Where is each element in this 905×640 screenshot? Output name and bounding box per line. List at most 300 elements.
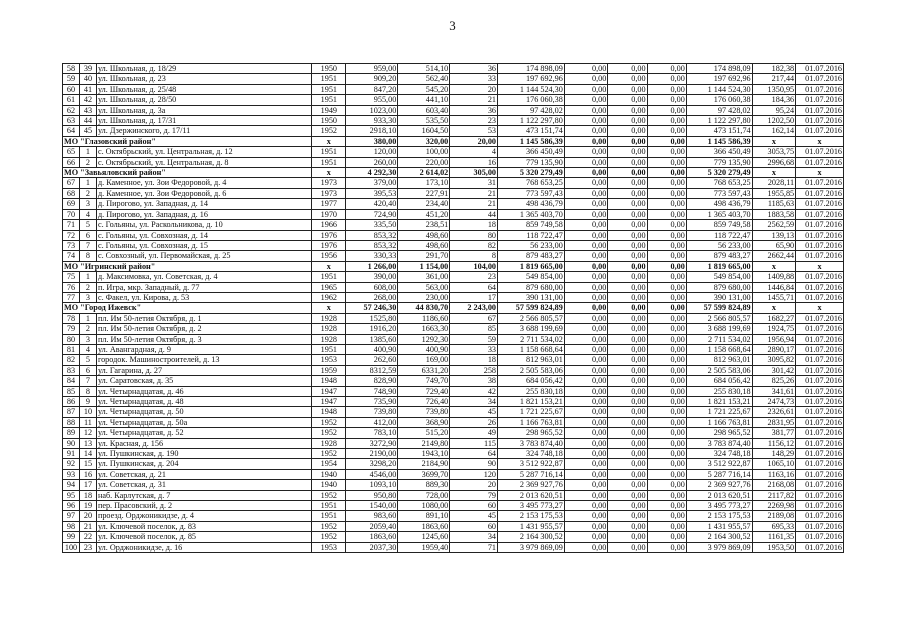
- table-cell: 238,51: [398, 220, 450, 230]
- table-cell: 90: [63, 438, 80, 448]
- table-cell: 1385,60: [346, 334, 398, 344]
- table-cell: 0,00: [647, 324, 686, 334]
- table-cell: 0,00: [647, 532, 686, 542]
- table-cell: 19: [79, 501, 96, 511]
- table-cell: 0,00: [647, 521, 686, 531]
- table-cell: 1952: [312, 449, 346, 459]
- table-cell: 1023,00: [346, 105, 398, 115]
- table-row: [63, 126, 844, 136]
- table-cell: 89: [63, 428, 80, 438]
- table-cell: 3 688 199,69: [498, 324, 565, 334]
- table-cell: 1: [79, 272, 96, 282]
- table-cell: х: [752, 168, 796, 178]
- table-cell: 729,40: [398, 386, 450, 396]
- table-cell: 2: [79, 282, 96, 292]
- table-cell: 176 060,38: [498, 95, 565, 105]
- table-cell: 220,00: [398, 157, 450, 167]
- table-cell: 684 056,42: [498, 376, 565, 386]
- table-row: [63, 324, 844, 334]
- table-cell: 0,00: [608, 74, 647, 84]
- table-row: [63, 355, 844, 365]
- table-cell: 1682,27: [752, 313, 796, 323]
- table-cell: 70: [63, 209, 80, 219]
- table-cell: 0,00: [608, 126, 647, 136]
- table-cell: 45: [450, 511, 498, 521]
- table-body: [63, 64, 844, 553]
- table-cell: 0,00: [608, 292, 647, 302]
- table-row: [63, 417, 844, 427]
- table-cell: 847,20: [346, 84, 398, 94]
- table-cell: 379,00: [346, 178, 398, 188]
- table-cell: 3 783 874,40: [686, 438, 752, 448]
- table-cell: 1202,50: [752, 116, 796, 126]
- table-cell: 2 164 300,52: [686, 532, 752, 542]
- table-cell: 451,20: [398, 209, 450, 219]
- table-row: [63, 157, 844, 167]
- table-cell: 0,00: [608, 438, 647, 448]
- table-cell: 1951: [312, 511, 346, 521]
- table-cell: 59: [63, 74, 80, 84]
- table-cell: 3 512 922,87: [498, 459, 565, 469]
- table-cell: 0,00: [647, 355, 686, 365]
- table-cell: 20: [79, 511, 96, 521]
- table-cell: 71: [450, 542, 498, 552]
- table-cell: 01.07.2016: [796, 126, 844, 136]
- table-cell: 0,00: [608, 521, 647, 531]
- table-cell: 56 233,00: [686, 240, 752, 250]
- table-cell: 34: [450, 397, 498, 407]
- table-cell: 01.07.2016: [796, 355, 844, 365]
- table-cell: д. Пирогово, ул. Западная, д. 14: [96, 199, 311, 209]
- table-cell: ул. Четырнадцатая, д. 50: [96, 407, 311, 417]
- table-cell: 01.07.2016: [796, 313, 844, 323]
- table-cell: 0,00: [564, 157, 608, 167]
- table-cell: 889,30: [398, 480, 450, 490]
- table-cell: 0,00: [564, 397, 608, 407]
- table-cell: 3053,75: [752, 147, 796, 157]
- table-cell: 90: [450, 459, 498, 469]
- table-cell: 726,40: [398, 397, 450, 407]
- table-cell: д. Максимовка, ул. Советская, д. 4: [96, 272, 311, 282]
- table-cell: 262,60: [346, 355, 398, 365]
- table-cell: 0,00: [647, 220, 686, 230]
- table-row: [63, 376, 844, 386]
- table-cell: 3095,82: [752, 355, 796, 365]
- table-cell: 1 365 403,70: [686, 209, 752, 219]
- table-cell: 66: [63, 157, 80, 167]
- table-cell: 0,00: [647, 428, 686, 438]
- table-cell: 879 680,00: [686, 282, 752, 292]
- table-row: [63, 469, 844, 479]
- table-cell: 773 597,43: [686, 188, 752, 198]
- table-cell: 11: [79, 417, 96, 427]
- table-cell: 1951: [312, 147, 346, 157]
- table-cell: 01.07.2016: [796, 334, 844, 344]
- table-cell: 21: [79, 521, 96, 531]
- table-cell: с. Факел, ул. Кирова, д. 53: [96, 292, 311, 302]
- table-cell: 67: [450, 313, 498, 323]
- table-cell: 563,00: [398, 282, 450, 292]
- table-row: [63, 251, 844, 261]
- table-cell: 6: [79, 230, 96, 240]
- table-cell: 20: [450, 480, 498, 490]
- table-cell: 1292,30: [398, 334, 450, 344]
- table-cell: 5: [79, 355, 96, 365]
- table-cell: 0,00: [608, 199, 647, 209]
- table-cell: 514,10: [398, 64, 450, 74]
- table-cell: 17: [450, 292, 498, 302]
- table-cell: 441,10: [398, 95, 450, 105]
- table-cell: х: [796, 136, 844, 146]
- table-cell: 812 963,01: [498, 355, 565, 365]
- table-row: [63, 147, 844, 157]
- table-cell: 45: [79, 126, 96, 136]
- table-cell: 1956: [312, 251, 346, 261]
- table-cell: 16: [79, 469, 96, 479]
- table-cell: 608,00: [346, 282, 398, 292]
- table-cell: 891,10: [398, 511, 450, 521]
- table-cell: 79: [450, 490, 498, 500]
- table-cell: 0,00: [608, 116, 647, 126]
- table-cell: 2 505 583,06: [686, 365, 752, 375]
- table-cell: 36: [450, 64, 498, 74]
- table-cell: 1525,80: [346, 313, 398, 323]
- table-cell: 76: [63, 282, 80, 292]
- table-cell: 1970: [312, 209, 346, 219]
- table-cell: 0,00: [647, 480, 686, 490]
- table-cell: 0,00: [564, 521, 608, 531]
- table-row: [63, 282, 844, 292]
- municipality-subtotal-row: [63, 136, 844, 146]
- table-cell: с. Совхозный, ул. Первомайская, д. 25: [96, 251, 311, 261]
- table-cell: 7: [79, 376, 96, 386]
- table-cell: 0,00: [608, 147, 647, 157]
- table-cell: 0,00: [608, 136, 647, 146]
- table-cell: 184,36: [752, 95, 796, 105]
- table-cell: 21: [450, 199, 498, 209]
- table-cell: 0,00: [647, 230, 686, 240]
- table-cell: 390,00: [346, 272, 398, 282]
- table-cell: 1952: [312, 490, 346, 500]
- table-cell: 0,00: [608, 480, 647, 490]
- table-cell: 118 722,47: [686, 230, 752, 240]
- table-cell: 01.07.2016: [796, 105, 844, 115]
- table-cell: 01.07.2016: [796, 344, 844, 354]
- table-cell: ул. Саратовская, д. 35: [96, 376, 311, 386]
- table-cell: 0,00: [564, 230, 608, 240]
- table-cell: 62: [63, 105, 80, 115]
- table-cell: 324 748,18: [686, 449, 752, 459]
- table-cell: 2 013 620,51: [498, 490, 565, 500]
- table-row: [63, 230, 844, 240]
- table-cell: 2 164 300,52: [498, 532, 565, 542]
- table-cell: 3 688 199,69: [686, 324, 752, 334]
- table-cell: 0,00: [608, 240, 647, 250]
- table-cell: 1156,12: [752, 438, 796, 448]
- table-cell: 859 749,58: [686, 220, 752, 230]
- table-cell: 100: [63, 542, 80, 552]
- table-cell: 1950: [312, 64, 346, 74]
- table-cell: 67: [63, 178, 80, 188]
- table-cell: 197 692,96: [686, 74, 752, 84]
- table-cell: 1 166 763,81: [498, 417, 565, 427]
- table-cell: 420,40: [346, 199, 398, 209]
- table-row: [63, 480, 844, 490]
- table-cell: 0,00: [564, 334, 608, 344]
- table-cell: 01.07.2016: [796, 74, 844, 84]
- table-cell: 234,40: [398, 199, 450, 209]
- table-cell: 395,53: [346, 188, 398, 198]
- table-cell: 41: [79, 84, 96, 94]
- table-cell: 0,00: [608, 313, 647, 323]
- table-cell: 3 512 922,87: [686, 459, 752, 469]
- table-cell: 4: [79, 344, 96, 354]
- table-cell: ул. Четырнадцатая, д. 50а: [96, 417, 311, 427]
- table-cell: 65,90: [752, 240, 796, 250]
- table-cell: 1951: [312, 272, 346, 282]
- table-cell: 0,00: [647, 199, 686, 209]
- table-cell: 45: [450, 407, 498, 417]
- table-cell: 26: [450, 417, 498, 427]
- table-cell: 22: [79, 532, 96, 542]
- table-cell: 57 599 824,89: [498, 303, 565, 313]
- table-cell: 0,00: [608, 334, 647, 344]
- table-cell: 0,00: [608, 261, 647, 271]
- table-cell: 43: [79, 105, 96, 115]
- table-cell: 1161,35: [752, 532, 796, 542]
- table-cell: 0,00: [564, 365, 608, 375]
- table-cell: 1 122 297,80: [686, 116, 752, 126]
- municipality-name: МО "Глазовский район": [63, 136, 312, 146]
- table-cell: 01.07.2016: [796, 188, 844, 198]
- table-row: [63, 95, 844, 105]
- table-cell: 148,29: [752, 449, 796, 459]
- table-row: [63, 105, 844, 115]
- table-cell: 3 979 869,09: [498, 542, 565, 552]
- table-cell: 0,00: [564, 116, 608, 126]
- table-cell: 1973: [312, 188, 346, 198]
- municipality-subtotal-row: [63, 168, 844, 178]
- table-cell: 82: [63, 355, 80, 365]
- table-row: [63, 511, 844, 521]
- table-cell: 0,00: [564, 428, 608, 438]
- table-cell: 33: [450, 74, 498, 84]
- table-cell: 2190,00: [346, 449, 398, 459]
- table-cell: 01.07.2016: [796, 397, 844, 407]
- table-cell: 0,00: [647, 147, 686, 157]
- table-cell: 01.07.2016: [796, 542, 844, 552]
- table-cell: 94: [63, 480, 80, 490]
- table-cell: 01.07.2016: [796, 428, 844, 438]
- table-cell: 1952: [312, 428, 346, 438]
- table-cell: 0,00: [647, 178, 686, 188]
- table-cell: 1163,16: [752, 469, 796, 479]
- table-cell: 695,33: [752, 521, 796, 531]
- table-cell: 99: [63, 532, 80, 542]
- table-cell: 0,00: [647, 168, 686, 178]
- table-cell: 169,00: [398, 355, 450, 365]
- table-cell: 879 483,27: [686, 251, 752, 261]
- table-cell: 1950: [312, 116, 346, 126]
- table-cell: 0,00: [564, 168, 608, 178]
- table-row: [63, 542, 844, 552]
- table-cell: 0,00: [564, 407, 608, 417]
- table-cell: 3 495 773,27: [498, 501, 565, 511]
- table-cell: 95: [63, 490, 80, 500]
- table-cell: 5 287 716,14: [498, 469, 565, 479]
- table-cell: 498,60: [398, 230, 450, 240]
- table-cell: 0,00: [647, 116, 686, 126]
- table-cell: 2168,08: [752, 480, 796, 490]
- table-row: [63, 209, 844, 219]
- table-row: [63, 240, 844, 250]
- table-cell: 3: [79, 334, 96, 344]
- table-cell: 18: [450, 355, 498, 365]
- table-cell: 1956,94: [752, 334, 796, 344]
- table-cell: 0,00: [647, 542, 686, 552]
- table-cell: 6331,20: [398, 365, 450, 375]
- table-cell: 1955,85: [752, 188, 796, 198]
- table-cell: 341,61: [752, 386, 796, 396]
- table-cell: 0,00: [564, 490, 608, 500]
- table-cell: с. Октябрьский, ул. Центральная, д. 12: [96, 147, 311, 157]
- table-cell: 0,00: [608, 428, 647, 438]
- table-cell: х: [312, 136, 346, 146]
- table-cell: 93: [63, 469, 80, 479]
- table-cell: 91: [63, 449, 80, 459]
- table-cell: 255 830,18: [686, 386, 752, 396]
- table-cell: 1 144 524,30: [686, 84, 752, 94]
- table-cell: 1976: [312, 230, 346, 240]
- table-cell: 2 711 534,02: [686, 334, 752, 344]
- table-cell: ул. Четырнадцатая, д. 46: [96, 386, 311, 396]
- table-cell: 1245,60: [398, 532, 450, 542]
- table-cell: проезд. Орджоникидзе, д. 4: [96, 511, 311, 521]
- table-cell: 31: [450, 178, 498, 188]
- table-cell: пл. Им 50-летия Октября, д. 1: [96, 313, 311, 323]
- table-cell: 80: [63, 334, 80, 344]
- page-number: 3: [449, 18, 456, 33]
- table-cell: 879 483,27: [498, 251, 565, 261]
- table-cell: 955,00: [346, 95, 398, 105]
- table-cell: 100,00: [398, 147, 450, 157]
- table-cell: 87: [63, 407, 80, 417]
- table-cell: 2 566 805,57: [686, 313, 752, 323]
- table-cell: ул. Четырнадцатая, д. 52: [96, 428, 311, 438]
- table-cell: 515,20: [398, 428, 450, 438]
- table-cell: 0,00: [564, 209, 608, 219]
- table-cell: 0,00: [647, 334, 686, 344]
- table-cell: 1940: [312, 480, 346, 490]
- table-cell: 2059,40: [346, 521, 398, 531]
- table-cell: 853,32: [346, 230, 398, 240]
- table-cell: 0,00: [608, 178, 647, 188]
- municipality-name: МО "Игринский район": [63, 261, 312, 271]
- table-cell: 7: [79, 240, 96, 250]
- table-cell: 0,00: [647, 303, 686, 313]
- table-cell: 749,70: [398, 376, 450, 386]
- table-cell: 2326,61: [752, 407, 796, 417]
- table-cell: 120,00: [346, 147, 398, 157]
- table-cell: пл. Им 50-летия Октября, д. 3: [96, 334, 311, 344]
- table-cell: 18: [79, 490, 96, 500]
- table-cell: 0,00: [647, 511, 686, 521]
- table-cell: ул. Школьная, д. 23: [96, 74, 311, 84]
- table-cell: 0,00: [564, 292, 608, 302]
- table-cell: 16: [450, 157, 498, 167]
- table-cell: 748,90: [346, 386, 398, 396]
- table-cell: 603,40: [398, 105, 450, 115]
- table-cell: 950,80: [346, 490, 398, 500]
- table-cell: 0,00: [608, 386, 647, 396]
- table-cell: 1949: [312, 105, 346, 115]
- table-cell: 783,10: [346, 428, 398, 438]
- table-cell: 1928: [312, 313, 346, 323]
- table-cell: х: [312, 261, 346, 271]
- table-cell: 0,00: [647, 313, 686, 323]
- table-cell: 549 854,00: [686, 272, 752, 282]
- table-cell: 2 153 175,53: [498, 511, 565, 521]
- table-cell: ул. Авангардная, д. 9: [96, 344, 311, 354]
- table-cell: 17: [79, 480, 96, 490]
- table-cell: 0,00: [564, 147, 608, 157]
- table-cell: 115: [450, 438, 498, 448]
- table-cell: 2918,10: [346, 126, 398, 136]
- table-cell: 1948: [312, 376, 346, 386]
- table-cell: 36: [450, 105, 498, 115]
- table-cell: 01.07.2016: [796, 417, 844, 427]
- table-cell: 0,00: [564, 376, 608, 386]
- table-cell: 6: [79, 365, 96, 375]
- table-cell: 1 145 586,39: [498, 136, 565, 146]
- table-cell: 33: [450, 344, 498, 354]
- table-cell: 1959,40: [398, 542, 450, 552]
- table-cell: 3 783 874,40: [498, 438, 565, 448]
- table-cell: 0,00: [608, 188, 647, 198]
- table-cell: 983,60: [346, 511, 398, 521]
- municipality-subtotal-row: [63, 261, 844, 271]
- table-cell: 2028,11: [752, 178, 796, 188]
- table-cell: 1951: [312, 84, 346, 94]
- table-cell: 0,00: [608, 251, 647, 261]
- table-cell: 01.07.2016: [796, 521, 844, 531]
- table-cell: ул. Советская, д. 31: [96, 480, 311, 490]
- table-cell: х: [312, 168, 346, 178]
- table-cell: 01.07.2016: [796, 501, 844, 511]
- table-cell: 01.07.2016: [796, 407, 844, 417]
- table-cell: 0,00: [647, 105, 686, 115]
- table-cell: 2117,82: [752, 490, 796, 500]
- table-cell: 498 436,79: [498, 199, 565, 209]
- table-cell: 68: [63, 188, 80, 198]
- table-cell: 0,00: [608, 220, 647, 230]
- table-cell: 1 819 665,00: [686, 261, 752, 271]
- table-cell: 0,00: [564, 74, 608, 84]
- table-cell: 1 144 524,30: [498, 84, 565, 94]
- table-cell: 0,00: [647, 438, 686, 448]
- table-cell: 0,00: [564, 313, 608, 323]
- table-cell: 13: [79, 438, 96, 448]
- table-cell: 0,00: [647, 64, 686, 74]
- table-cell: 0,00: [608, 532, 647, 542]
- table-cell: 01.07.2016: [796, 511, 844, 521]
- table-cell: ул. Школьная, д. 17/31: [96, 116, 311, 126]
- table-cell: 498 436,79: [686, 199, 752, 209]
- table-cell: 0,00: [647, 490, 686, 500]
- table-cell: 82: [450, 240, 498, 250]
- table-cell: 4: [450, 147, 498, 157]
- table-row: [63, 449, 844, 459]
